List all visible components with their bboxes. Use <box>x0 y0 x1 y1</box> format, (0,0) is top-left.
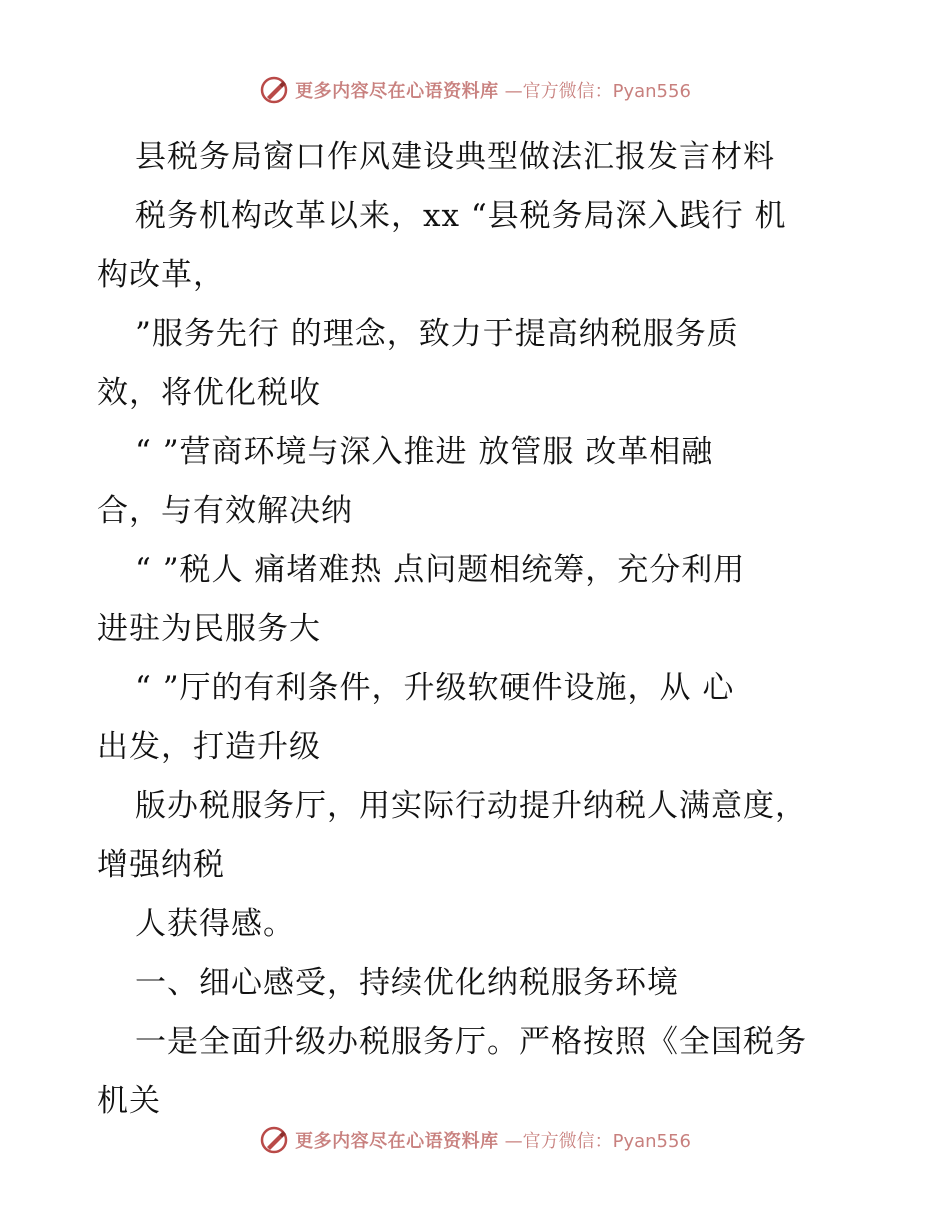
paragraph-line: 机关 <box>97 1083 161 1119</box>
paragraph-line: 效，将优化税收 <box>97 375 321 411</box>
paragraph-line: 构改革， <box>97 257 225 293</box>
banner-sub-text: —官方微信：Pyan556 <box>504 1131 691 1152</box>
paragraph-line: “ ”厅的有利条件，升级软硬件设施，从 心 <box>135 670 735 706</box>
paragraph-line: 版办税服务厅，用实际行动提升纳税人满意度， <box>135 788 807 824</box>
paragraph-line: 增强纳税 <box>97 847 225 883</box>
paragraph-line: “ ”税人 痛堵难热 点问题相统筹，充分利用 <box>135 552 746 588</box>
paragraph-line: 进驻为民服务大 <box>97 611 321 647</box>
banner-sub-text: —官方微信：Pyan556 <box>504 81 691 102</box>
paragraph-line: 一是全面升级办税服务厅。严格按照《全国税务 <box>135 1024 807 1060</box>
banner-main-text: 更多内容尽在心语资料库 <box>295 81 499 102</box>
banner-main-text: 更多内容尽在心语资料库 <box>295 1131 499 1152</box>
section-heading: 一、细心感受，持续优化纳税服务环境 <box>135 965 679 1001</box>
paragraph-line: 合，与有效解决纳 <box>97 493 353 529</box>
pen-logo-icon <box>259 1125 289 1155</box>
paragraph-line: ”服务先行 的理念，致力于提高纳税服务质 <box>135 316 739 352</box>
footer-banner <box>0 1120 950 1160</box>
paragraph-line: 人获得感。 <box>135 906 295 942</box>
header-banner <box>0 70 950 110</box>
paragraph-line: 税务机构改革以来，xx “县税务局深入践行 机 <box>135 198 787 234</box>
doc-title: 县税务局窗口作风建设典型做法汇报发言材料 <box>135 139 775 175</box>
paragraph-line: “ ”营商环境与深入推进 放管服 改革相融 <box>135 434 714 470</box>
pen-logo-icon <box>259 75 289 105</box>
document-body <box>97 128 857 1131</box>
paragraph-line: 出发，打造升级 <box>97 729 321 765</box>
